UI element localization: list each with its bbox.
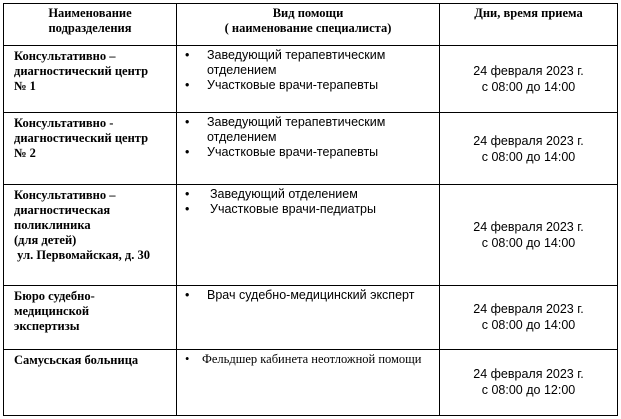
table-row <box>4 46 618 113</box>
specialist-list <box>185 48 435 93</box>
department-name-line: диагностическая <box>14 203 111 218</box>
specialist-item: • Заведующий терапевтическим отделением <box>185 115 435 145</box>
department-name-line: Бюро судебно- <box>14 288 95 303</box>
reception-date: 24 февраля 2023 г. <box>473 302 584 317</box>
specialist-list <box>185 187 435 217</box>
time-cell <box>440 185 618 285</box>
header-time <box>440 4 618 46</box>
reception-date: 24 февраля 2023 г. <box>473 64 584 79</box>
kind-cell <box>177 46 440 113</box>
department-cell <box>4 349 177 415</box>
department-name-line: диагностический центр <box>14 64 149 79</box>
time-cell <box>440 349 618 415</box>
header-department-line2: подразделения <box>48 21 132 35</box>
specialist-item: • Участковые врачи-терапевты <box>185 145 435 160</box>
kind-cell <box>177 113 440 185</box>
table-row <box>4 113 618 185</box>
specialist-list <box>185 115 435 160</box>
table-row <box>4 285 618 349</box>
specialist-list <box>185 288 435 303</box>
department-name-line: Консультативно – <box>14 49 116 64</box>
department-name-line: Самусьская больница <box>14 352 139 367</box>
department-cell <box>4 46 177 113</box>
time-cell <box>440 113 618 185</box>
header-time-text: Дни, время приема <box>474 6 583 20</box>
department-name-line: № 2 <box>14 146 36 161</box>
schedule-table <box>3 3 618 416</box>
department-name-line: Консультативно – <box>14 188 116 203</box>
header-row <box>4 4 618 46</box>
reception-date: 24 февраля 2023 г. <box>473 220 584 235</box>
department-name-line: медицинской <box>14 303 90 318</box>
time-cell <box>440 285 618 349</box>
header-kind-line1: Вид помощи <box>272 6 344 20</box>
department-name-line: экспертизы <box>14 318 80 333</box>
department-cell <box>4 185 177 285</box>
header-kind-line2: ( наименование специалиста) <box>224 21 392 35</box>
reception-hours: с 08:00 до 14:00 <box>481 149 576 164</box>
kind-cell <box>177 285 440 349</box>
department-name-line: № 1 <box>14 79 36 94</box>
reception-date: 24 февраля 2023 г. <box>473 367 584 382</box>
specialist-item: • Заведующий терапевтическим отделением <box>185 48 435 78</box>
department-cell <box>4 285 177 349</box>
table-row <box>4 185 618 285</box>
header-kind <box>177 4 440 46</box>
time-cell <box>440 46 618 113</box>
header-department-line1: Наименование <box>48 6 132 20</box>
header-department <box>4 4 177 46</box>
department-name-line: Консультативно - <box>14 116 114 131</box>
reception-hours: с 08:00 до 14:00 <box>481 318 576 333</box>
kind-cell <box>177 349 440 415</box>
kind-cell <box>177 185 440 285</box>
table-row <box>4 349 618 415</box>
department-name-line: диагностический центр <box>14 131 149 146</box>
specialist-item: • Участковые врачи-педиатры <box>185 202 435 217</box>
department-name-line: поликлиника <box>14 218 91 233</box>
reception-date: 24 февраля 2023 г. <box>473 133 584 148</box>
department-name-line: ул. Первомайская, д. 30 <box>14 248 151 263</box>
department-name-line: (для детей) <box>14 233 77 248</box>
reception-hours: с 08:00 до 14:00 <box>481 236 576 251</box>
reception-hours: с 08:00 до 14:00 <box>481 80 576 95</box>
specialist-item: • Врач судебно-медицинский эксперт <box>185 288 435 303</box>
specialist-item: • Фельдшер кабинета неотложной помощи <box>185 352 435 367</box>
specialist-item: • Участковые врачи-терапевты <box>185 78 435 93</box>
reception-hours: с 08:00 до 12:00 <box>481 383 576 398</box>
specialist-list <box>185 352 435 367</box>
specialist-item: • Заведующий отделением <box>185 187 435 202</box>
department-cell <box>4 113 177 185</box>
